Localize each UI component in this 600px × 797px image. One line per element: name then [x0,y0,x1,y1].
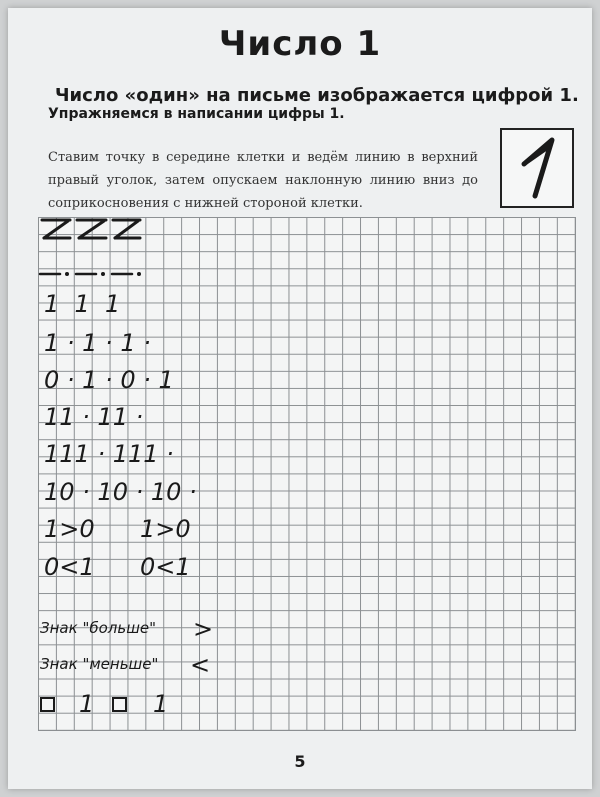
digit-sample-box [500,128,574,208]
page-number: 5 [294,752,306,771]
headline: Число «один» на письме изображается цифрой 1. [55,85,579,106]
handwritten-one-sample [502,130,572,206]
practice-row-ten: 10 · 10 · 10 · [44,478,197,506]
page-title: Число 1 [218,24,382,64]
practice-row-eleven: 11 · 11 · [44,403,144,431]
empty-square-box [112,697,127,712]
description: Ставим точку в середине клетки и ведём линию в верхний правый уголок, затем опускаем наклонную линию вниз до соприкосновения с нижней стороной клетки. [48,150,478,211]
practice-row-zero-one: 0 · 1 · 0 · 1 [44,366,174,394]
greater-sign-label: Знак "больше" [40,619,157,637]
less-than-practice: 0<1 [140,553,191,581]
greater-sign-symbol: > [193,615,214,643]
practice-row-one-eleven: 111 · 111 · [44,440,174,468]
less-than-example: 0<1 [44,553,95,581]
subheading: Упражняемся в написании цифры 1. [48,106,345,122]
greater-than-practice: 1>0 [140,515,191,543]
greater-than-example: 1>0 [44,515,95,543]
practice-row-ones-dots: 1 · 1 · 1 · [44,329,151,357]
box-one-first: 1 [79,690,95,718]
dash-dot-row [38,266,148,278]
box-one-second: 1 [153,690,169,718]
less-sign-symbol: < [190,651,211,679]
stroke-practice-row [40,218,160,242]
less-sign-label: Знак "меньше" [40,655,159,673]
practice-row-ones: 1 1 1 [44,290,121,318]
empty-square-box [40,697,55,712]
